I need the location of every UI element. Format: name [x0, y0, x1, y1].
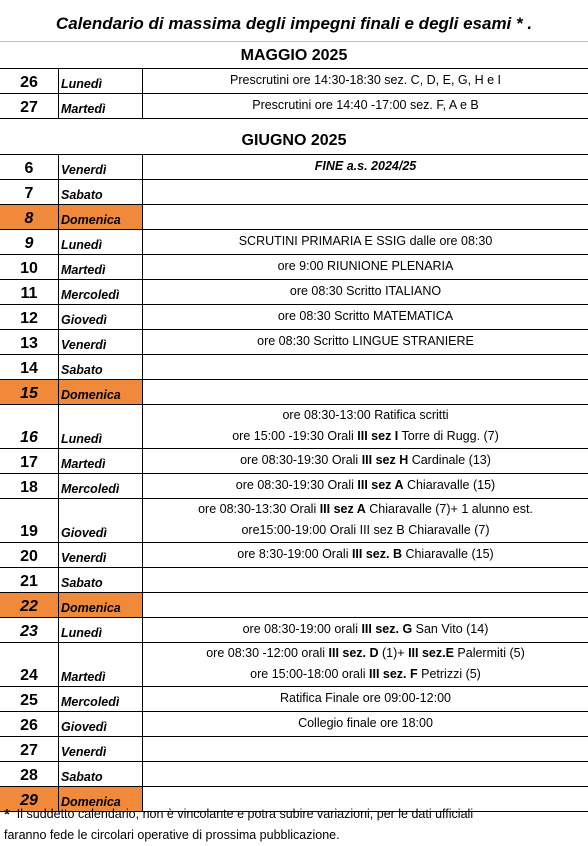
footnote: [4, 804, 584, 846]
event-line: ore 08:30-13:00 Ratifica scritti: [143, 405, 588, 426]
event-text: [143, 404, 588, 448]
weekday: Giovedì: [59, 711, 143, 736]
table-row: [0, 329, 588, 354]
event-text: Collegio finale ore 18:00: [143, 711, 588, 736]
event-text: Prescrutini ore 14:40 -17:00 sez. F, A e B: [143, 93, 588, 118]
day-number: 19: [0, 498, 59, 542]
table-row: [0, 761, 588, 786]
day-number: 27: [0, 93, 59, 118]
event-text: ore 08:30-19:30 Orali III sez A Chiaravalle (15): [143, 473, 588, 498]
event-text: [143, 592, 588, 617]
table-row: [0, 179, 588, 204]
day-number: 20: [0, 542, 59, 567]
table-row: [0, 279, 588, 304]
table-row: [0, 711, 588, 736]
event-text: [143, 354, 588, 379]
day-number: 12: [0, 304, 59, 329]
table-row: [0, 304, 588, 329]
table-row: [0, 542, 588, 567]
weekday: Mercoledì: [59, 473, 143, 498]
event-text: SCRUTINI PRIMARIA E SSIG dalle ore 08:30: [143, 229, 588, 254]
weekday: Sabato: [59, 354, 143, 379]
table-row: [0, 404, 588, 448]
weekday: Giovedì: [59, 304, 143, 329]
table-row: [0, 448, 588, 473]
day-number: 29: [0, 786, 59, 811]
event-line: ore 08:30 -12:00 orali III sez. D (1)+ III sez.E Palermiti (5): [143, 643, 588, 664]
event-text: ore 08:30-19:00 orali III sez. G San Vito (14): [143, 617, 588, 642]
day-number: 9: [0, 229, 59, 254]
table-row: [0, 229, 588, 254]
weekday: Domenica: [59, 379, 143, 404]
day-number: 24: [0, 642, 59, 686]
event-line: ore15:00-19:00 Orali III sez B Chiaravalle (7): [143, 520, 588, 541]
june-table: [0, 154, 588, 812]
event-line: ore 08:30-13:30 Orali III sez A Chiaravalle (7)+ 1 alunno est.: [143, 499, 588, 520]
event-text: ore 8:30-19:00 Orali III sez. B Chiaravalle (15): [143, 542, 588, 567]
day-number: 17: [0, 448, 59, 473]
day-number: 18: [0, 473, 59, 498]
weekday: Lunedì: [59, 68, 143, 93]
weekday: Venerdì: [59, 329, 143, 354]
event-text: ore 08:30 Scritto LINGUE STRANIERE: [143, 329, 588, 354]
table-row: [0, 567, 588, 592]
day-number: 15: [0, 379, 59, 404]
event-text: Ratifica Finale ore 09:00-12:00: [143, 686, 588, 711]
weekday: Mercoledì: [59, 686, 143, 711]
table-row-holiday: [0, 204, 588, 229]
weekday: Sabato: [59, 761, 143, 786]
weekday: Martedì: [59, 448, 143, 473]
event-text: FINE a.s. 2024/25: [143, 154, 588, 179]
event-text: [143, 379, 588, 404]
weekday: Domenica: [59, 204, 143, 229]
table-row-holiday: [0, 592, 588, 617]
table-row: [0, 736, 588, 761]
weekday: Venerdì: [59, 542, 143, 567]
weekday: Mercoledì: [59, 279, 143, 304]
weekday: Sabato: [59, 179, 143, 204]
event-text: ore 9:00 RIUNIONE PLENARIA: [143, 254, 588, 279]
event-text: [143, 204, 588, 229]
table-row: [0, 473, 588, 498]
event-text: [143, 736, 588, 761]
day-number: 10: [0, 254, 59, 279]
event-line: ore 15:00 -19:30 Orali III sez I Torre di Rugg. (7): [143, 426, 588, 447]
day-number: 26: [0, 711, 59, 736]
event-text: [143, 642, 588, 686]
weekday: Lunedì: [59, 229, 143, 254]
day-number: 22: [0, 592, 59, 617]
day-number: 27: [0, 736, 59, 761]
event-text: [143, 567, 588, 592]
weekday: Domenica: [59, 592, 143, 617]
weekday: Martedì: [59, 93, 143, 118]
month-title-may: MAGGIO 2025: [0, 44, 588, 68]
table-row: [0, 68, 588, 93]
calendar-title: Calendario di massima degli impegni finali e degli esami * .: [0, 14, 588, 34]
table-row-holiday: [0, 379, 588, 404]
event-text: ore 08:30-19:30 Orali III sez H Cardinale (13): [143, 448, 588, 473]
weekday: Martedì: [59, 254, 143, 279]
day-number: 7: [0, 179, 59, 204]
table-row: [0, 617, 588, 642]
footnote-line: * Il suddetto calendario, non è vincolante e potra subire variazioni, per le dati ufficiali: [4, 804, 584, 825]
table-row: [0, 686, 588, 711]
event-text: [143, 498, 588, 542]
table-row: [0, 354, 588, 379]
event-text: Prescrutini ore 14:30-18:30 sez. C, D, E, G, H e I: [143, 68, 588, 93]
day-number: 13: [0, 329, 59, 354]
table-row: [0, 93, 588, 118]
event-line: ore 15:00-18:00 orali III sez. F Petrizzi (5): [143, 664, 588, 685]
day-number: 25: [0, 686, 59, 711]
day-number: 21: [0, 567, 59, 592]
weekday: Lunedì: [59, 617, 143, 642]
divider: [0, 41, 588, 42]
day-number: 26: [0, 68, 59, 93]
event-text: ore 08:30 Scritto ITALIANO: [143, 279, 588, 304]
day-number: 11: [0, 279, 59, 304]
table-row: [0, 642, 588, 686]
day-number: 28: [0, 761, 59, 786]
weekday: Venerdì: [59, 736, 143, 761]
day-number: 16: [0, 404, 59, 448]
day-number: 23: [0, 617, 59, 642]
day-number: 8: [0, 204, 59, 229]
day-number: 14: [0, 354, 59, 379]
table-row: [0, 154, 588, 179]
day-number: 6: [0, 154, 59, 179]
may-table: [0, 68, 588, 119]
table-row: [0, 498, 588, 542]
event-text: ore 08:30 Scritto MATEMATICA: [143, 304, 588, 329]
weekday: Giovedì: [59, 498, 143, 542]
event-text: [143, 761, 588, 786]
weekday: Martedì: [59, 642, 143, 686]
event-text: [143, 179, 588, 204]
table-row: [0, 254, 588, 279]
footnote-line: faranno fede le circolari operative di prossima pubblicazione.: [4, 825, 584, 846]
month-title-june: GIUGNO 2025: [0, 129, 588, 153]
weekday: Domenica: [59, 786, 143, 811]
weekday: Lunedì: [59, 404, 143, 448]
weekday: Sabato: [59, 567, 143, 592]
weekday: Venerdì: [59, 154, 143, 179]
